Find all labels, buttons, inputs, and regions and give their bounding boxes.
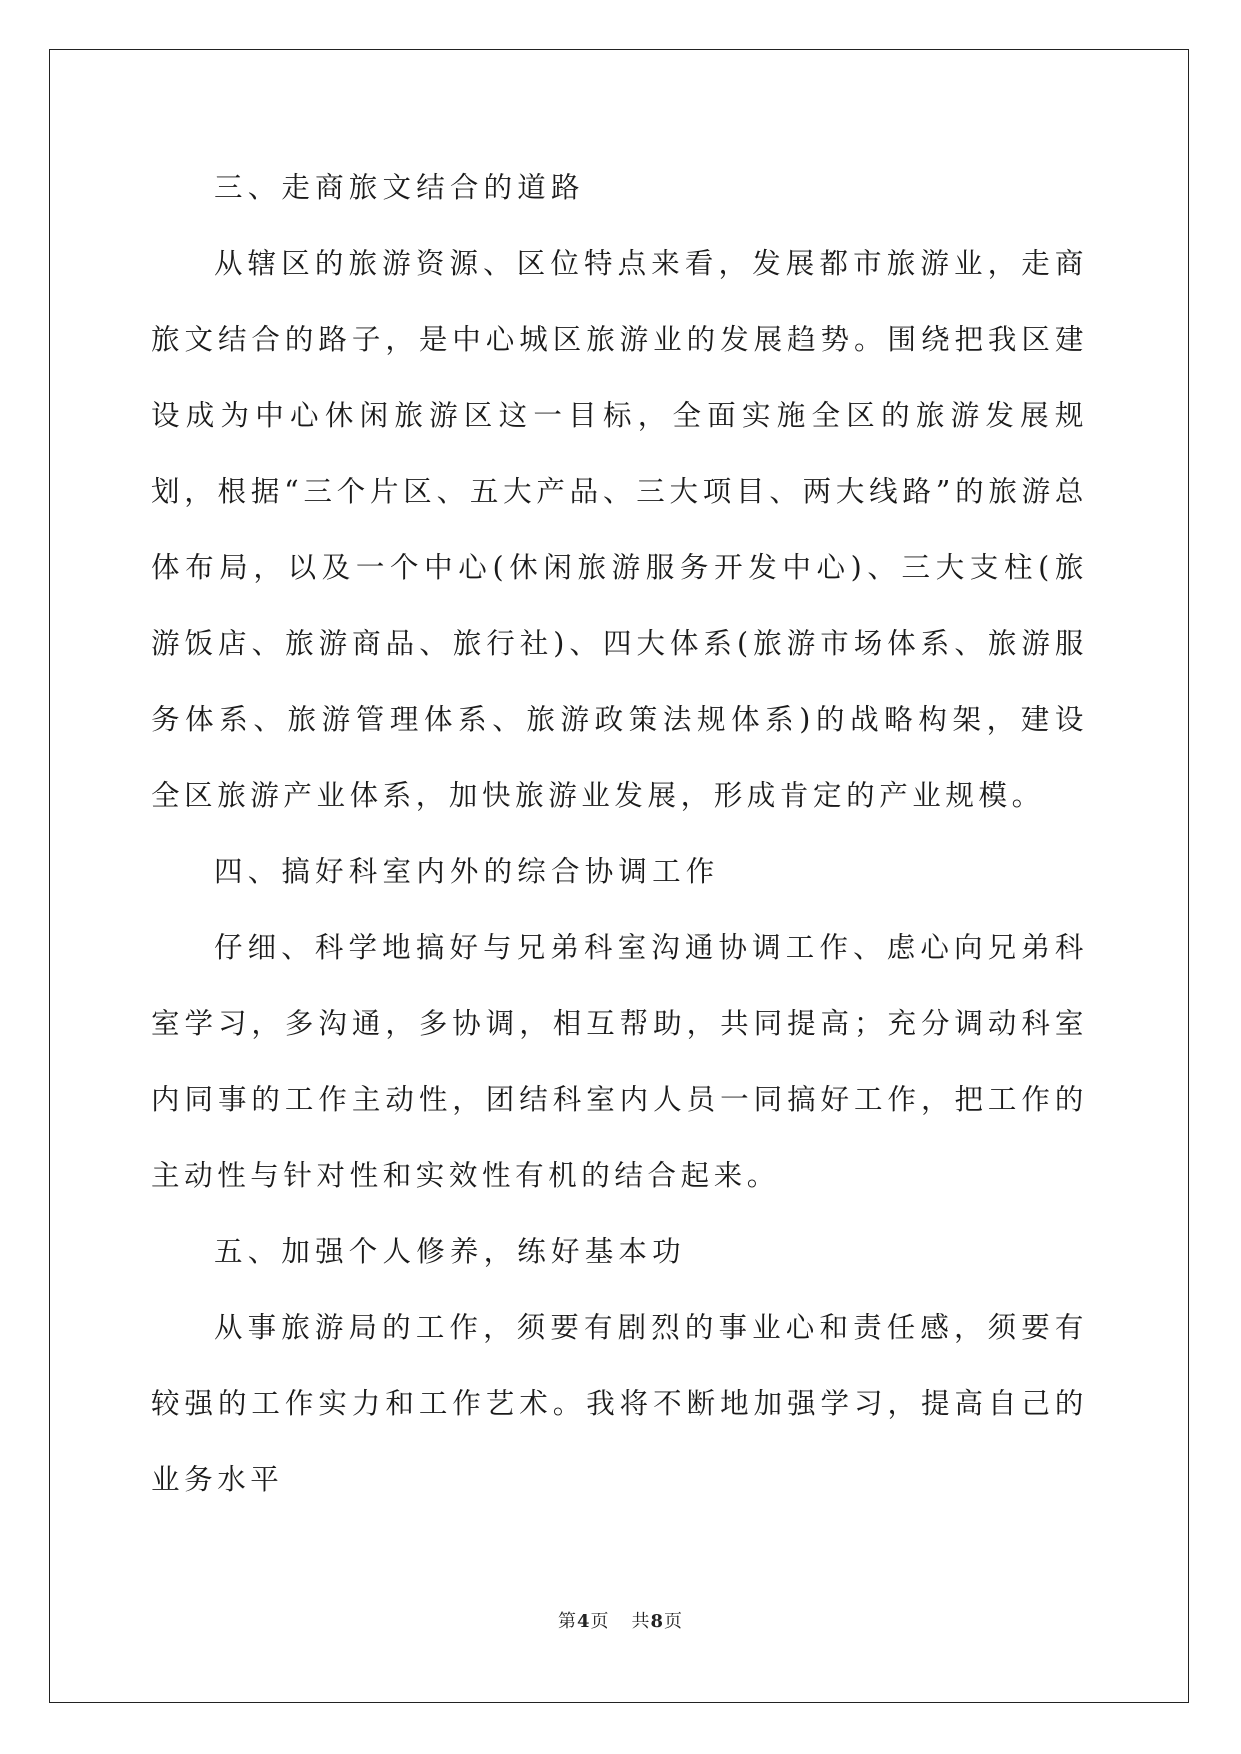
page-footer — [0, 1607, 1241, 1633]
page-prefix: 第 — [557, 1611, 577, 1632]
body-paragraph: 从事旅游局的工作，须要有剧烈的事业心和责任感，须要有较强的工作实力和工作艺术。我将不断地加强学习，提高自己的业务水平 — [151, 1311, 1088, 1496]
page-suffix: 页 — [590, 1611, 610, 1632]
section-heading-3: 三、走商旅文结合的道路 — [214, 171, 585, 204]
body-paragraph: 从辖区的旅游资源、区位特点来看，发展都市旅游业，走商旅文结合的路子，是中心城区旅游业的发展趋势。围绕把我区建设成为中心休闲旅游区这一目标，全面实施全区的旅游发展规划，根据“三个片区、五大产品、三大项目、两大线路”的旅游总体布局，以及一个中心(休闲旅游服务开发中心)、三大支柱(旅游饭店、旅游商品、旅行社)、四大体系(旅游市场体系、旅游服务体系、旅游管理体系、旅游政策法规体系)的战略构架，建设全区旅游产业体系，加快旅游业发展，形成肯定的产业规模。 — [151, 247, 1088, 812]
section-heading-4: 四、搞好科室内外的综合协调工作 — [214, 855, 720, 888]
body-paragraph: 仔细、科学地搞好与兄弟科室沟通协调工作、虑心向兄弟科室学习，多沟通，多协调，相互帮助，共同提高；充分调动科室内同事的工作主动性，团结科室内人员一同搞好工作，把工作的主动性与针对性和实效性有机的结合起来。 — [151, 931, 1088, 1192]
current-page-number: 4 — [576, 1611, 591, 1632]
total-suffix: 页 — [664, 1611, 684, 1632]
document-body — [151, 150, 1088, 1518]
total-prefix: 共 — [631, 1611, 651, 1632]
section-heading-5: 五、加强个人修养，练好基本功 — [214, 1235, 686, 1268]
total-page-number: 8 — [650, 1611, 665, 1632]
